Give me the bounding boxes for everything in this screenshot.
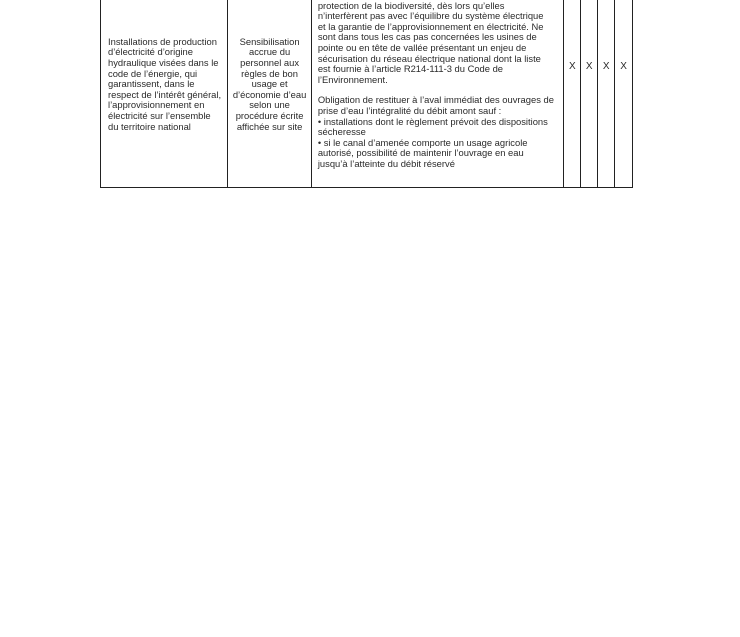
level-mark-cell-2	[581, 0, 598, 187]
installation-type-cell	[101, 0, 228, 187]
level-mark-cell-3	[598, 0, 615, 187]
level-mark-cell-1	[564, 0, 581, 187]
level-mark-1: X	[569, 61, 576, 73]
installation-type-text: Installations de production d’électricité d’origine hydraulique visées dans le code de l’énergie, qui garantissent, dans le respect de l’intérêt général, l’approvisionnement en électricité sur l’ensemble du territoire national	[108, 35, 222, 132]
level-mark-4: X	[620, 61, 627, 73]
level-mark-3: X	[602, 61, 610, 73]
restrictions-paragraph-2: Obligation de restituer à l’aval immédiat des ouvrages de prise d’eau l’intégralité du débit amont sauf : • installations dont le règlement prévoit des dispositions sécheresse • si le canal d’amenée comporte un usage agricole autorisé, possibilité de maintenir l’ouvrage en eau jusqu’à l’atteinte du débit réservé	[317, 94, 554, 169]
restrictions-paragraph-1: protection de la biodiversité, dès lors qu’elles n’interfèrent pas avec l’équilibre du système électrique et la garantie de l’approvisionnement en électricité. Ne sont dans tous les cas pas concernées les usines de pointe ou en tête de vallée présentant un enjeu de sécurisation du réseau électrique national dont la liste est fournie à l’article R214-111-3 du Code de l’Environnement.	[317, 0, 544, 85]
level-mark-2: X	[585, 61, 593, 73]
awareness-measure-cell	[228, 0, 312, 187]
restrictions-cell	[312, 0, 565, 187]
measures-table	[100, 0, 633, 188]
level-mark-cell-4	[615, 0, 632, 187]
awareness-measure-text: Sensibilisation accrue du personnel aux règles de bon usage et d’économie d’eau selon une procédure écrite affichée sur site	[232, 35, 307, 132]
